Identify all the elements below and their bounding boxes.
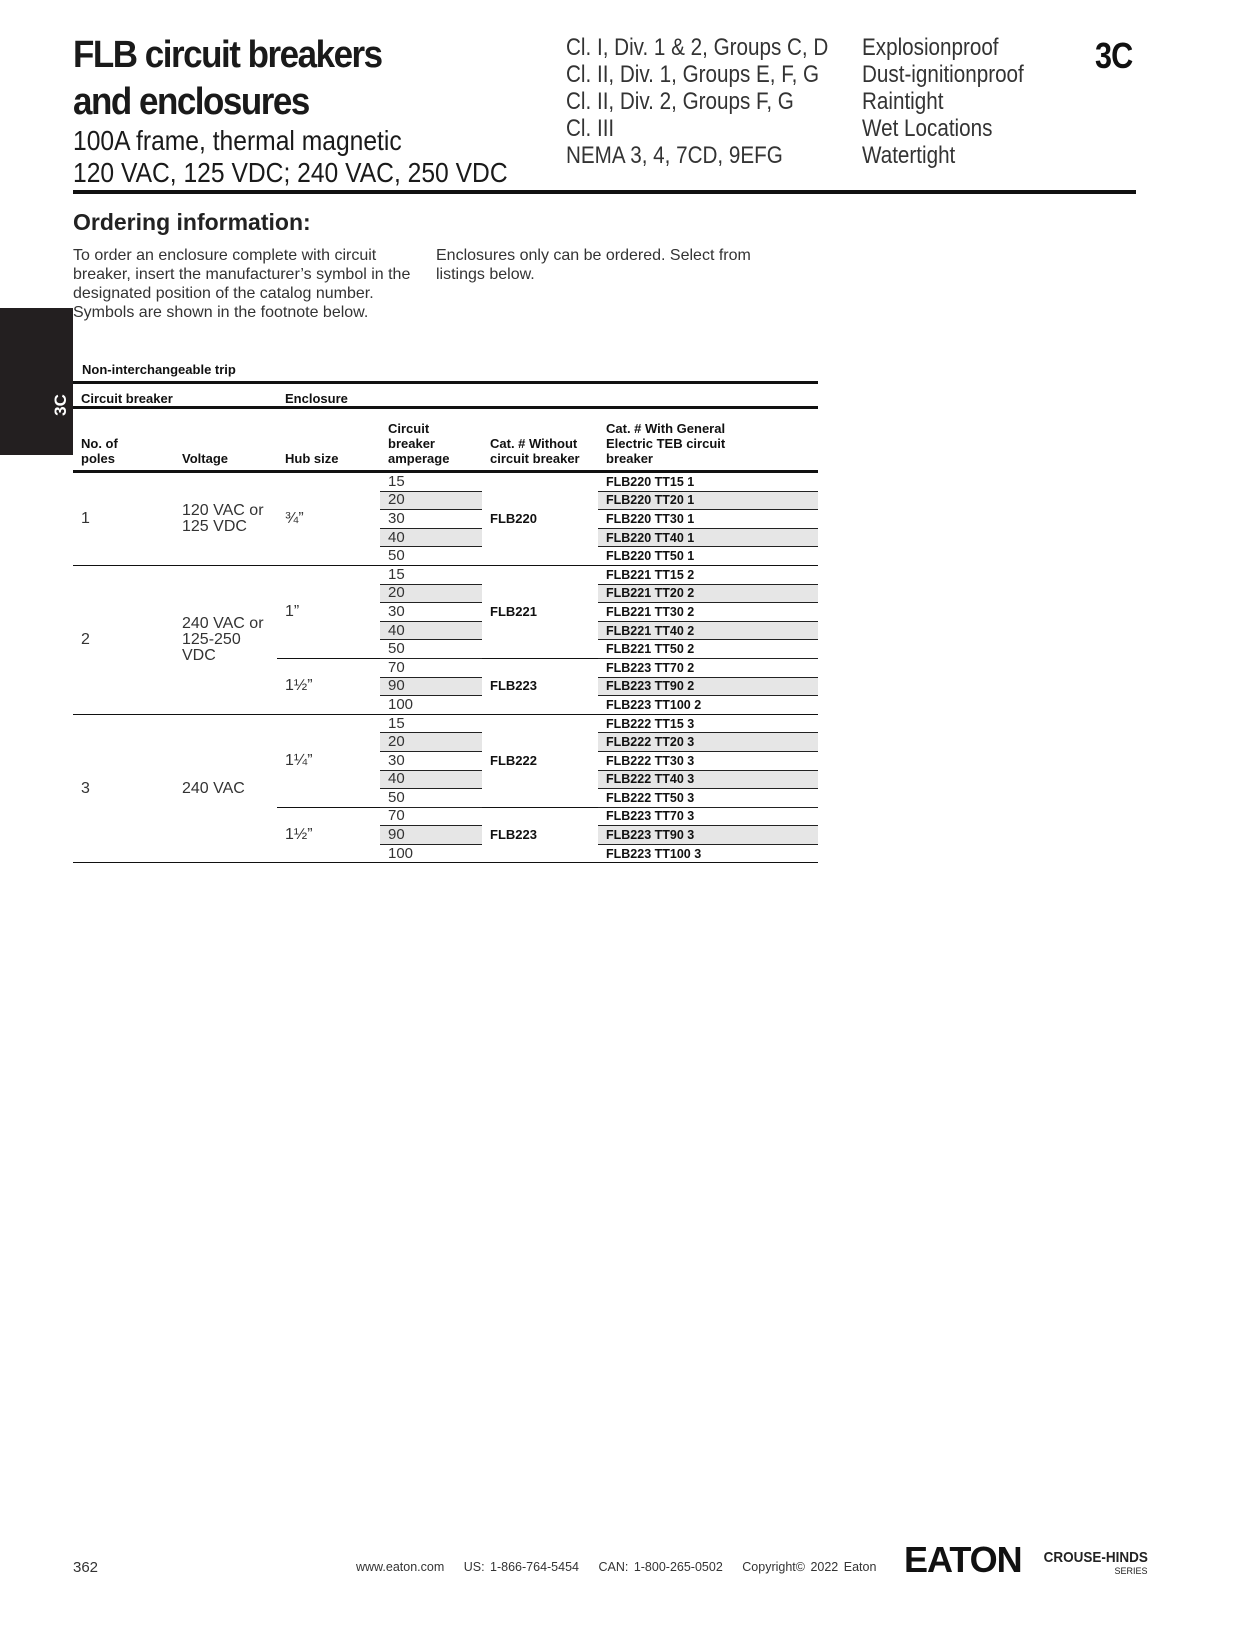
col-header-cat-without-text: Cat. # Without circuit breaker: [490, 436, 580, 466]
class-item: Cl. II, Div. 1, Groups E, F, G: [566, 61, 820, 88]
cell-amperage: 70: [380, 658, 482, 677]
brand-series-name: CROUSE-HINDS: [1043, 1549, 1148, 1566]
cell-amperage: 70: [380, 807, 482, 826]
cell-hub-size: 1½”: [277, 658, 380, 714]
page-number: 362: [73, 1559, 99, 1576]
cell-amperage: 40: [380, 770, 482, 789]
cell-cat-without: FLB223: [482, 807, 598, 863]
col-header-poles: [73, 408, 174, 472]
ordering-heading: Ordering information:: [73, 209, 311, 235]
subtitle-line-1: 100A frame, thermal magnetic: [73, 125, 402, 156]
cell-amperage: 90: [380, 677, 482, 696]
table-caption: Non-interchangeable trip: [82, 362, 236, 377]
header-divider: [73, 190, 1136, 194]
cell-cat-with-ge: FLB222 TT50 3: [598, 789, 818, 808]
cell-cat-with-ge: FLB220 TT30 1: [598, 510, 818, 529]
voltage-line-1: 240 VAC or: [182, 614, 264, 632]
cell-poles: 1: [73, 472, 174, 566]
cell-amperage: 100: [380, 844, 482, 863]
brand-block: [904, 1539, 1148, 1580]
cell-amperage: 50: [380, 789, 482, 808]
cell-cat-without: FLB223: [482, 658, 598, 714]
footer-contact: [356, 1560, 890, 1574]
cell-amperage: 30: [380, 603, 482, 622]
class-item: Cl. III: [566, 115, 615, 142]
brand-series-label: SERIES: [1114, 1566, 1148, 1576]
page-subtitle: [73, 125, 508, 189]
cell-cat-with-ge: FLB223 TT90 2: [598, 677, 818, 696]
col-header-amperage: [380, 408, 482, 472]
cell-cat-with-ge: FLB222 TT20 3: [598, 733, 818, 752]
cell-cat-with-ge: FLB221 TT30 2: [598, 603, 818, 622]
cell-cat-with-ge: FLB223 TT70 2: [598, 658, 818, 677]
cell-voltage: [174, 472, 277, 566]
section-code: 3C: [1095, 35, 1133, 76]
cell-voltage: [174, 565, 277, 714]
cell-amperage: 50: [380, 547, 482, 566]
cell-cat-with-ge: FLB223 TT90 3: [598, 826, 818, 845]
voltage-line-2: 125-250 VDC: [182, 630, 241, 664]
title-line-1: FLB circuit breakers: [73, 34, 382, 76]
cell-amperage: 15: [380, 472, 482, 492]
cell-hub-size: ¾”: [277, 472, 380, 566]
cell-amperage: 20: [380, 584, 482, 603]
rating-item: Raintight: [862, 88, 944, 115]
hazard-classes: [566, 34, 828, 169]
cell-amperage: 90: [380, 826, 482, 845]
rating-item: Explosionproof: [862, 34, 999, 61]
table-row: [73, 714, 818, 733]
cell-cat-with-ge: FLB222 TT30 3: [598, 751, 818, 770]
footer-website[interactable]: www.eaton.com: [356, 1560, 445, 1574]
cell-cat-with-ge: FLB221 TT40 2: [598, 621, 818, 640]
col-header-hub: Hub size: [277, 408, 380, 472]
cell-cat-with-ge: FLB223 TT100 2: [598, 696, 818, 715]
cell-hub-size: 1”: [277, 565, 380, 658]
footer-us-phone: US: 1-866-764-5454: [463, 1560, 579, 1574]
cell-voltage: [174, 714, 277, 863]
cell-cat-with-ge: FLB220 TT20 1: [598, 491, 818, 510]
col-header-poles-text: No. of poles: [81, 436, 118, 466]
cell-amperage: 15: [380, 714, 482, 733]
table-row: [73, 472, 818, 492]
cell-cat-with-ge: FLB221 TT20 2: [598, 584, 818, 603]
rating-item: Wet Locations: [862, 115, 993, 142]
group-header-enclosure: Enclosure: [277, 383, 818, 408]
ordering-table: [73, 381, 818, 863]
col-header-cat-with: [598, 408, 818, 472]
cell-cat-without: FLB221: [482, 565, 598, 658]
table-body: [73, 472, 818, 863]
cell-cat-with-ge: FLB220 TT50 1: [598, 547, 818, 566]
cell-amperage: 20: [380, 491, 482, 510]
table-row: [73, 565, 818, 584]
eaton-logo: EATON: [904, 1539, 1022, 1580]
group-header-circuit-breaker: Circuit breaker: [73, 383, 277, 408]
rating-item: Dust-ignitionproof: [862, 61, 1024, 88]
cell-amperage: 30: [380, 751, 482, 770]
page-title: [73, 32, 382, 126]
cell-amperage: 15: [380, 565, 482, 584]
brand-series: [1032, 1549, 1148, 1576]
side-tab-label: 3C: [51, 394, 70, 416]
cell-cat-without: FLB222: [482, 714, 598, 807]
col-header-cat-with-text: Cat. # With General Electric TEB circuit breaker: [606, 421, 726, 466]
ratings-list: [862, 34, 1024, 169]
col-header-voltage: Voltage: [174, 408, 277, 472]
col-header-cat-without: [482, 408, 598, 472]
cell-cat-with-ge: FLB221 TT50 2: [598, 640, 818, 659]
table-group-header-row: [73, 383, 818, 408]
class-item: Cl. II, Div. 2, Groups F, G: [566, 88, 794, 115]
cell-cat-with-ge: FLB222 TT15 3: [598, 714, 818, 733]
cell-amperage: 100: [380, 696, 482, 715]
cell-hub-size: 1¼”: [277, 714, 380, 807]
cell-amperage: 40: [380, 621, 482, 640]
voltage-line-2: 125 VDC: [182, 517, 247, 535]
cell-cat-with-ge: FLB220 TT15 1: [598, 472, 818, 492]
voltage-line-1: 240 VAC: [182, 779, 245, 797]
cell-amperage: 40: [380, 528, 482, 547]
cell-hub-size: 1½”: [277, 807, 380, 863]
cell-cat-without: FLB220: [482, 472, 598, 566]
voltage-line-1: 120 VAC or: [182, 501, 264, 519]
cell-amperage: 50: [380, 640, 482, 659]
cell-cat-with-ge: FLB220 TT40 1: [598, 528, 818, 547]
footer-can-phone: CAN: 1-800-265-0502: [598, 1560, 723, 1574]
cell-cat-with-ge: FLB221 TT15 2: [598, 565, 818, 584]
cell-cat-with-ge: FLB223 TT70 3: [598, 807, 818, 826]
ordering-left-text: To order an enclosure complete with circuit breaker, insert the manufacturer’s symbol in the designated position of the catalog number. Symbols are shown in the footnote below.: [73, 247, 411, 321]
footer-copyright: Copyright© 2022 Eaton: [742, 1560, 877, 1574]
cell-cat-with-ge: FLB223 TT100 3: [598, 844, 818, 863]
ordering-right-text: Enclosures only can be ordered. Select from listings below.: [436, 247, 751, 283]
title-line-2: and enclosures: [73, 81, 309, 123]
subtitle-line-2: 120 VAC, 125 VDC; 240 VAC, 250 VDC: [73, 157, 508, 188]
col-header-amperage-text: Circuit breaker amperage: [388, 421, 450, 466]
cell-amperage: 30: [380, 510, 482, 529]
rating-item: Watertight: [862, 142, 956, 169]
class-item: Cl. I, Div. 1 & 2, Groups C, D: [566, 34, 829, 61]
cell-poles: 2: [73, 565, 174, 714]
table-column-header-row: [73, 408, 818, 472]
class-item: NEMA 3, 4, 7CD, 9EFG: [566, 142, 783, 169]
cell-amperage: 20: [380, 733, 482, 752]
cell-poles: 3: [73, 714, 174, 863]
side-tab: [0, 308, 73, 455]
cell-cat-with-ge: FLB222 TT40 3: [598, 770, 818, 789]
